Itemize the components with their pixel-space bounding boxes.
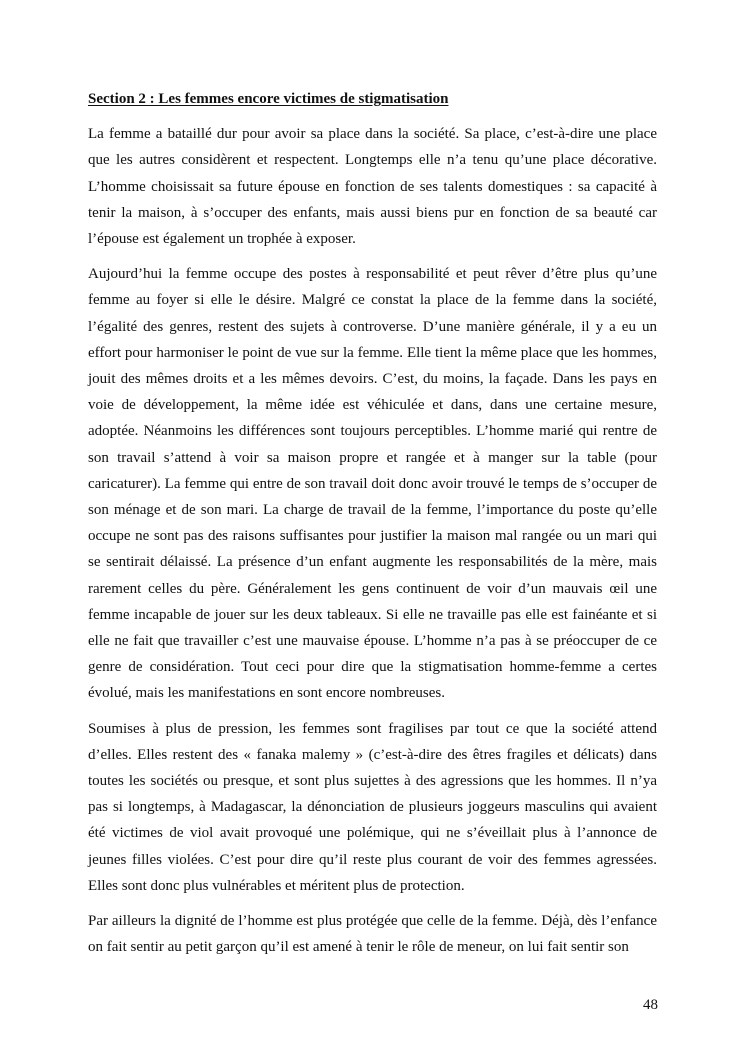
section-heading: Section 2 : Les femmes encore victimes de stigmatisation: [88, 91, 449, 107]
paragraph-3: Soumises à plus de pression, les femmes sont fragilises par tout ce que la société attend d’elles. Elles restent des « fanaka malemy » (c’est-à-dire des êtres fragiles et délicats) dans toutes les sociétés ou presque, et sont plus sujettes à des agressions que les hommes. Il n’ya pas si longtemps, à Madagascar, la dénonciation de plusieurs joggeurs masculins qui avaient été victimes de viol avait provoqué une polémique, qui ne s’éveillait plus à l’annonce de jeunes filles violées. C’est pour dire qu’il reste plus courant de voir des femmes agressées. Elles sont donc plus vulnérables et méritent plus de protection.: [88, 720, 657, 894]
paragraph-4: Par ailleurs la dignité de l’homme est plus protégée que celle de la femme. Déjà, dès l’enfance on fait sentir au petit garçon qu’il est amené à tenir le rôle de meneur, on lui fait sentir son: [88, 913, 657, 956]
page-number: 48: [643, 997, 658, 1013]
paragraph-1: La femme a bataillé dur pour avoir sa place dans la société. Sa place, c’est-à-dire une place que les autres considèrent et respectent. Longtemps elle n’a tenu qu’une place décorative. L’homme choisissait sa future épouse en fonction de ses talents domestiques : sa capacité à tenir la maison, à s’occuper des enfants, mais aussi biens pur en fonction de sa beauté car l’épouse est également un trophée à exposer.: [88, 126, 657, 248]
paragraph-2: Aujourd’hui la femme occupe des postes à responsabilité et peut rêver d’être plus qu’une femme au foyer si elle le désire. Malgré ce constat la place de la femme dans la société, l’égalité des genres, restent des sujets à controverse. D’une manière générale, il y a eu un effort pour harmoniser le point de vue sur la femme. Elle tient la même place que les hommes, jouit des mêmes droits et a les mêmes devoirs. C’est, du moins, la façade. Dans les pays en voie de développement, la même idée est véhiculée et dans, dans une certaine mesure, adoptée. Néanmoins les différences sont toujours perceptibles. L’homme marié qui rentre de son travail s’attend à voir sa maison propre et rangée et à manger sur la table (pour caricaturer). La femme qui entre de son travail doit donc avoir trouvé le temps de s’occuper de son ménage et de son mari. La charge de travail de la femme, l’importance du poste qu’elle occupe ne sont pas des raisons suffisantes pour justifier la maison mal rangée ou un mari qui se sentirait délaissé. La présence d’un enfant augmente les responsabilités de la mère, mais rarement celles du père. Généralement les gens continuent de voir d’un mauvais œil une femme incapable de jouer sur les deux tableaux. Si elle ne travaille pas elle est fainéante et si elle ne fait que travailler c’est une mauvaise épouse. L’homme n’a pas à se préoccuper de ce genre de considération. Tout ceci pour dire que la stigmatisation homme-femme a certes évolué, mais les manifestations en sont encore nombreuses.: [88, 266, 657, 702]
page-body: [88, 86, 657, 970]
